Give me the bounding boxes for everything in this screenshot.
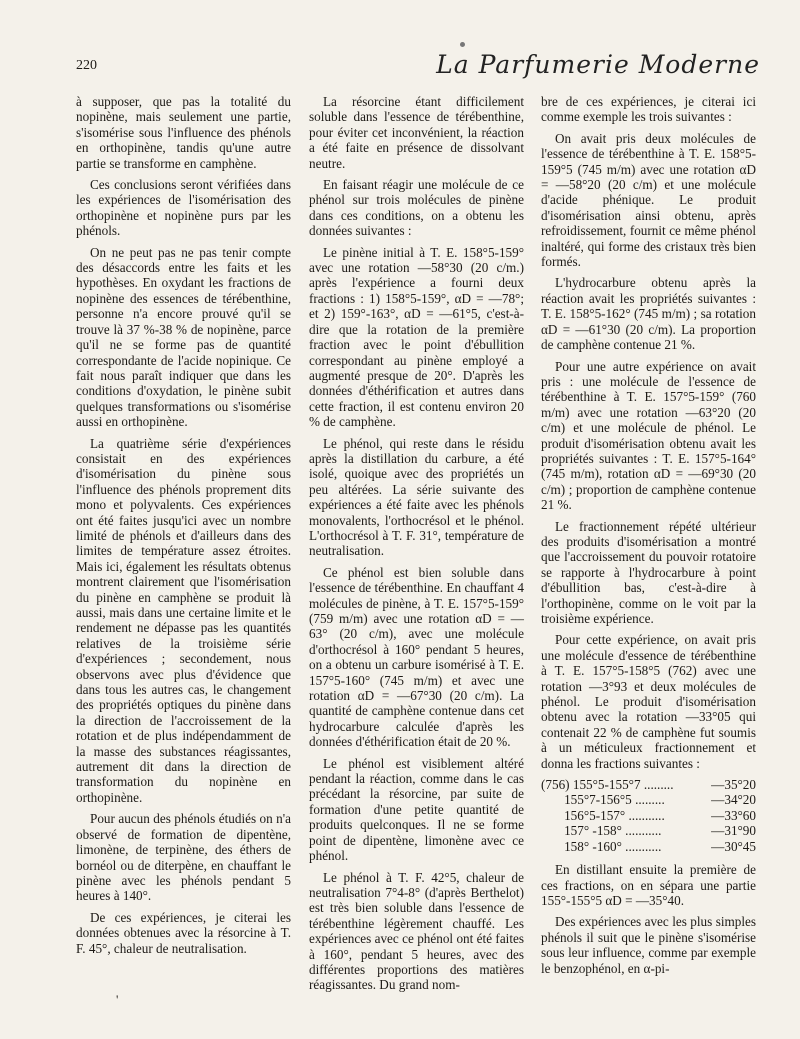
paragraph: Ces conclusions seront vérifiées dans les expériences de l'isomérisation des orthopinène et nopinène purs par les phénols. — [76, 177, 291, 239]
fraction-rotation: —31°90 — [711, 823, 756, 839]
paragraph: Le phénol à T. F. 42°5, chaleur de neutralisation 7°4-8° (d'après Berthelot) est très bien soluble dans l'essence de térébenthine légèrement chauffé. Les expériences avec ce phénol ont été faites à 160°, pendant 5 heures, avec des différentes proportions des matières réagissantes. Du grand nom- — [309, 869, 524, 993]
paragraph: Pour aucun des phénols étudiés on n'a observé de formation de dipentène, limonène, de terpinène, des éthers de bornéol ou de diterpène, en chauffant le pinène avec les phénols pendant 5 heures à 140°. — [76, 811, 291, 904]
fractions-table — [541, 777, 756, 854]
fraction-range: 157° -158° ........... — [541, 823, 662, 839]
column-1 — [76, 94, 291, 962]
column-2 — [309, 94, 524, 999]
fraction-range: 155°7-156°5 ......... — [541, 792, 665, 808]
printer-dot — [460, 42, 465, 47]
fraction-row — [541, 777, 756, 792]
paragraph: On avait pris deux molécules de l'essence de térébenthine à T. E. 158°5-159°5 (745 m/m) avec une rotation αD = —58°20 (20 c/m) et une molécule d'acide phénique. Le produit d'isomérisation ainsi obtenu, après refroidissement, fournit ce même phénol inaltéré, qui forme des cristaux très bien formés. — [541, 130, 756, 270]
fraction-range: (756) 155°5-155°7 ......... — [541, 777, 674, 793]
fraction-row — [541, 808, 756, 823]
paragraph: La résorcine étant difficilement soluble dans l'essence de térébenthine, pour éviter cet inconvénient, la réaction a été faite en présence de dissolvant neutre. — [309, 94, 524, 171]
paragraph: Le phénol est visiblement altéré pendant la réaction, comme dans le cas précédant la résorcine, par suite de formation d'une petite quantité de produits quelconques. Il ne se forme point de dipentène, limonène avec ce phénol. — [309, 755, 524, 864]
paragraph: La quatrième série d'expériences consistait en des expériences d'isomérisation du pinène sous l'influence des phénols proprement dits mono et polyvalents. Ces expériences ont été faites jusqu'ici avec un nombre limité de phénols et d'ailleurs dans des limites de température assez étroites. Mais ici, également les résultats obtenus montrent clairement que l'isomérisation du pinène en camphène se produit là aussi, mais dans une certaine limite et le rendement ne dépasse pas les quantités relatives de la troisième série d'expériences ; secondement, nous observons avec plus d'évidence que dans tous les autres cas, le changement des propriétés optiques du pinène dans la direction de l'accroissement de la rotation et de plus indépendamment de la masse des substances réagissantes, autrement dit dans la direction de transformation du nopinène en orthopinène. — [76, 435, 291, 805]
paragraph: Pour une autre expérience on avait pris : une molécule de l'essence de térébenthine à T. E. 157°5-159° (760 m/m) avec une rotation —63°20 (20 c/m) et une molécule de phénol. Le produit d'isomérisation obtenu avait les propriétés suivantes : T. E. 157°5-164° (745 m/m), rotation αD = —69°30 (20 c/m) ; proportion de camphène contenue 21 %. — [541, 358, 756, 513]
paragraph: L'hydrocarbure obtenu après la réaction avait les propriétés suivantes : T. E. 158°5-162° (745 m/m) ; sa rotation αD = —61°30 (20 c/m). La proportion de camphène contenue 21 %. — [541, 275, 756, 353]
fraction-range: 156°5-157° ........... — [541, 807, 665, 823]
fraction-rotation: —30°45 — [711, 838, 756, 854]
running-title: La Parfumerie Moderne — [436, 50, 760, 79]
fraction-rotation: —34°20 — [711, 792, 756, 808]
fraction-row — [541, 823, 756, 838]
column-3 — [541, 94, 756, 982]
fraction-rotation: —35°20 — [711, 777, 756, 793]
paragraph: Des expériences avec les plus simples phénols il suit que le pinène s'isomérise sous leur influence, comme par exemple le benzophénol, en α-pi- — [541, 914, 756, 976]
fraction-row — [541, 792, 756, 807]
paragraph: En faisant réagir une molécule de ce phénol sur trois molécules de pinène dans ces conditions, on a obtenu les données suivantes : — [309, 177, 524, 239]
paragraph: Pour cette expérience, on avait pris une molécule d'essence de térébenthine à T. E. 157°5-158°5 (762) avec une rotation —3°93 et deux molécules de phénol. Le produit d'isomérisation obtenu avec la rotation —33°05 qui contenait 22 % de camphène fut soumis à un méticuleux fractionnement et donna les fractions suivantes : — [541, 632, 756, 771]
paragraph: De ces expériences, je citerai les données obtenues avec la résorcine à T. F. 45°, chaleur de neutralisation. — [76, 909, 291, 956]
paragraph: Le phénol, qui reste dans le résidu après la distillation du carbure, a été isolé, quoique avec des propriétés un peu altérées. La série suivante des expériences a été faite avec les phénols monovalents, l'orthocrésol et le phénol. L'orthocrésol à T. F. 31°, température de neutralisation. — [309, 435, 524, 559]
fraction-rotation: —33°60 — [711, 807, 756, 823]
paragraph: à supposer, que pas la totalité du nopinène, mais seulement une partie, s'isomérise sous l'influence des phénols en orthopinène, tandis qu'une autre partie se transforme en camphène. — [76, 94, 291, 171]
paragraph: Le pinène initial à T. E. 158°5-159° avec une rotation —58°30 (20 c/m.) après l'expérience a fourni deux fractions : 1) 158°5-159°, αD = —78°; et 2) 159°-163°, αD = —61°5, c'est-à-dire que la rotation de la première fraction avec le point d'ébullition correspondant au pinène employé a augmenté presque de 20°. D'après les données d'éthérification et autres dans cette fraction, il est contenu environ 20 % de camphène. — [309, 244, 524, 430]
page-number: 220 — [76, 58, 97, 73]
paragraph: En distillant ensuite la première de ces fractions, on en sépara une partie 155°-155°5 αD = —35°40. — [541, 862, 756, 908]
stray-mark: ' — [116, 992, 119, 1007]
fraction-range: 158° -160° ........... — [541, 838, 662, 854]
fraction-row — [541, 839, 756, 854]
paragraph: On ne peut pas ne pas tenir compte des désaccords entre les faits et les hypothèses. En oxydant les fractions de nopinène des essences de térébenthine, personne n'a encore prouvé qu'il se trouve là 37 %-38 % de nopinène, parce qu'il ne se forme pas de quantité correspondante de l'acide nopinique. Ce fait nous paraît indiquer que dans les conditions d'oxydation, le pinène subit quelques transformations ou s'isomérise aussi en orthopinène. — [76, 244, 291, 430]
paragraph: Le fractionnement répété ultérieur des produits d'isomérisation a montré que l'accroissement du pouvoir rotatoire se rapporte à l'hydrocarbure à point d'ébullition bas, c'est-à-dire à l'orthopinène, comme on le voit par la troisième expérience. — [541, 518, 756, 626]
paragraph: bre de ces expériences, je citerai ici comme exemple les trois suivantes : — [541, 94, 756, 125]
paragraph: Ce phénol est bien soluble dans l'essence de térébenthine. En chauffant 4 molécules de pinène, à T. E. 157°5-159° (759 m/m) avec une rotation αD = —63° (20 c/m), avec une molécule d'orthocrésol à 160° pendant 5 heures, on a obtenu un carbure isomérisé à T. E. 157°5-160° (745 m/m) et avec une rotation αD = —67°30 (20 c/m). La quantité de camphène contenue dans cet hydrocarbure calculée d'après les données d'éthérification était de 20 %. — [309, 564, 524, 750]
